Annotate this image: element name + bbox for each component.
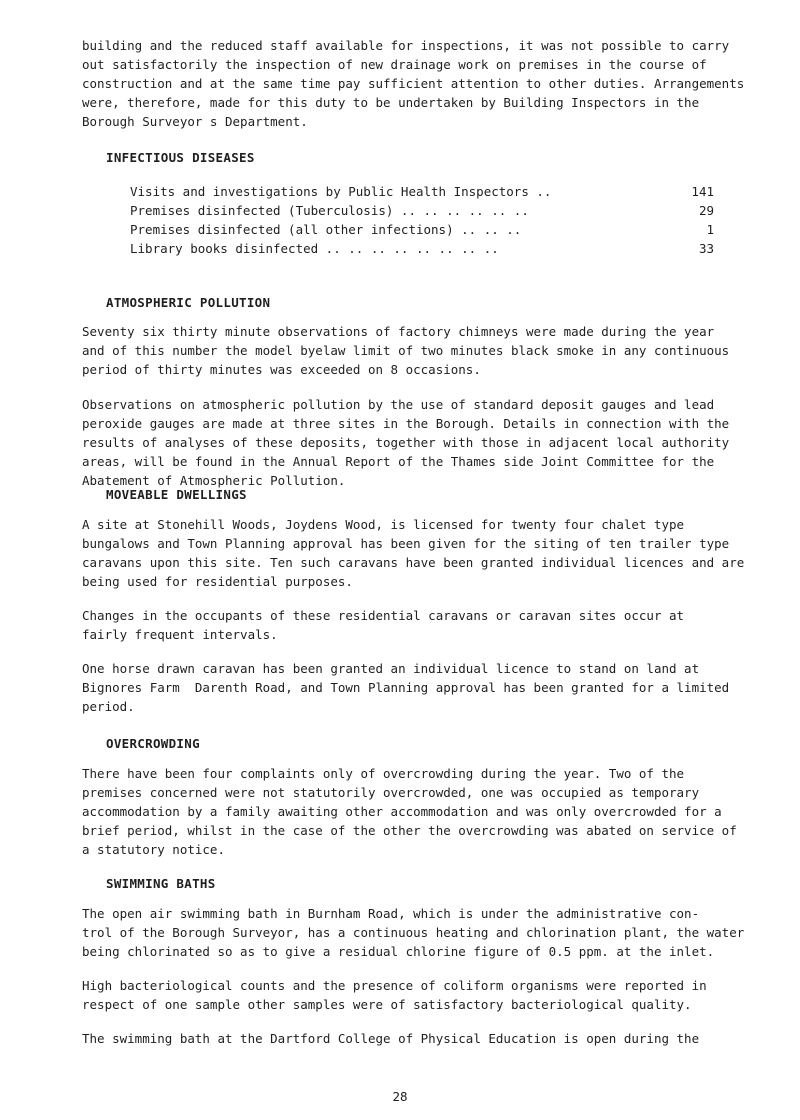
stat-value: 33 — [698, 241, 714, 256]
stat-label: Visits and investigations by Public Health Inspectors .. — [130, 184, 552, 199]
infectious-diseases-table — [130, 182, 714, 258]
stat-row — [130, 239, 714, 258]
stat-label: Premises disinfected (all other infections) .. .. .. — [130, 222, 522, 237]
stat-value: 29 — [698, 203, 714, 218]
stat-label: Library books disinfected .. .. .. .. .. .. .. .. — [130, 241, 499, 256]
atmospheric-paragraph-2: Observations on atmospheric pollution by the use of standard deposit gauges and lead peroxide gauges are made at three sites in the Borough. Details in connection with the results of analyses of these deposits, together with those in adjacent local authority areas, will be found in the Annual Report of the Thames side Joint Committee for the Abatement of Atmospheric Pollution. — [82, 397, 730, 488]
moveable-paragraph-3: One horse drawn caravan has been granted an individual licence to stand on land at Bignores Farm Darenth Road, and Town Planning approval has been granted for a limited period. — [82, 661, 730, 714]
overcrowding-paragraph: There have been four complaints only of overcrowding during the year. Two of the premises concerned were not statutorily overcrowded, one was occupied as temporary accommodation by a family awaiting other accommodation and was only overcrowded for a brief period, whilst in the case of the other the overcrowding was abated on service of a statutory notice. — [82, 766, 737, 857]
heading-infectious-diseases: INFECTIOUS DISEASES — [106, 150, 255, 165]
moveable-paragraph-1: A site at Stonehill Woods, Joydens Wood, is licensed for twenty four chalet type bungalows and Town Planning approval has been given for the siting of ten trailer type caravans upon this site. Ten such caravans have been granted individual licences and are being used for residential purposes. — [82, 517, 745, 589]
intro-paragraph: building and the reduced staff available for inspections, it was not possible to carry out satisfactorily the inspection of new drainage work on premises in the course of construction and at the same time pay sufficient attention to other duties. Arrangements were, therefore, made for this duty to be undertaken by Building Inspectors in the Borough Surveyor s Department. — [82, 38, 745, 129]
swimming-paragraph-1: The open air swimming bath in Burnham Road, which is under the administrative con- trol of the Borough Surveyor, has a continuous heating and chlorination plant, the water being chlorinated so as to give a residual chlorine figure of 0.5 ppm. at the inlet. — [82, 906, 745, 959]
heading-swimming-baths: SWIMMING BATHS — [106, 876, 216, 891]
stat-row — [130, 201, 714, 220]
heading-overcrowding: OVERCROWDING — [106, 736, 200, 751]
stat-row — [130, 220, 714, 239]
moveable-paragraph-2: Changes in the occupants of these residential caravans or caravan sites occur at fairly frequent intervals. — [82, 608, 685, 642]
stat-value: 141 — [691, 184, 714, 199]
swimming-paragraph-2: High bacteriological counts and the presence of coliform organisms were reported in respect of one sample other samples were of satisfactory bacteriological quality. — [82, 978, 707, 1012]
swimming-paragraph-3: The swimming bath at the Dartford College of Physical Education is open during the — [82, 1031, 700, 1046]
page-number: 28 — [392, 1089, 408, 1104]
heading-moveable-dwellings: MOVEABLE DWELLINGS — [106, 487, 247, 502]
stat-value: 1 — [706, 222, 714, 237]
atmospheric-paragraph-1: Seventy six thirty minute observations of factory chimneys were made during the year and of this number the model byelaw limit of two minutes black smoke in any continuous period of thirty minutes was exceeded on 8 occasions. — [82, 324, 730, 377]
stat-label: Premises disinfected (Tuberculosis) .. .. .. .. .. .. — [130, 203, 529, 218]
heading-atmospheric-pollution: ATMOSPHERIC POLLUTION — [106, 295, 271, 310]
stat-row — [130, 182, 714, 201]
